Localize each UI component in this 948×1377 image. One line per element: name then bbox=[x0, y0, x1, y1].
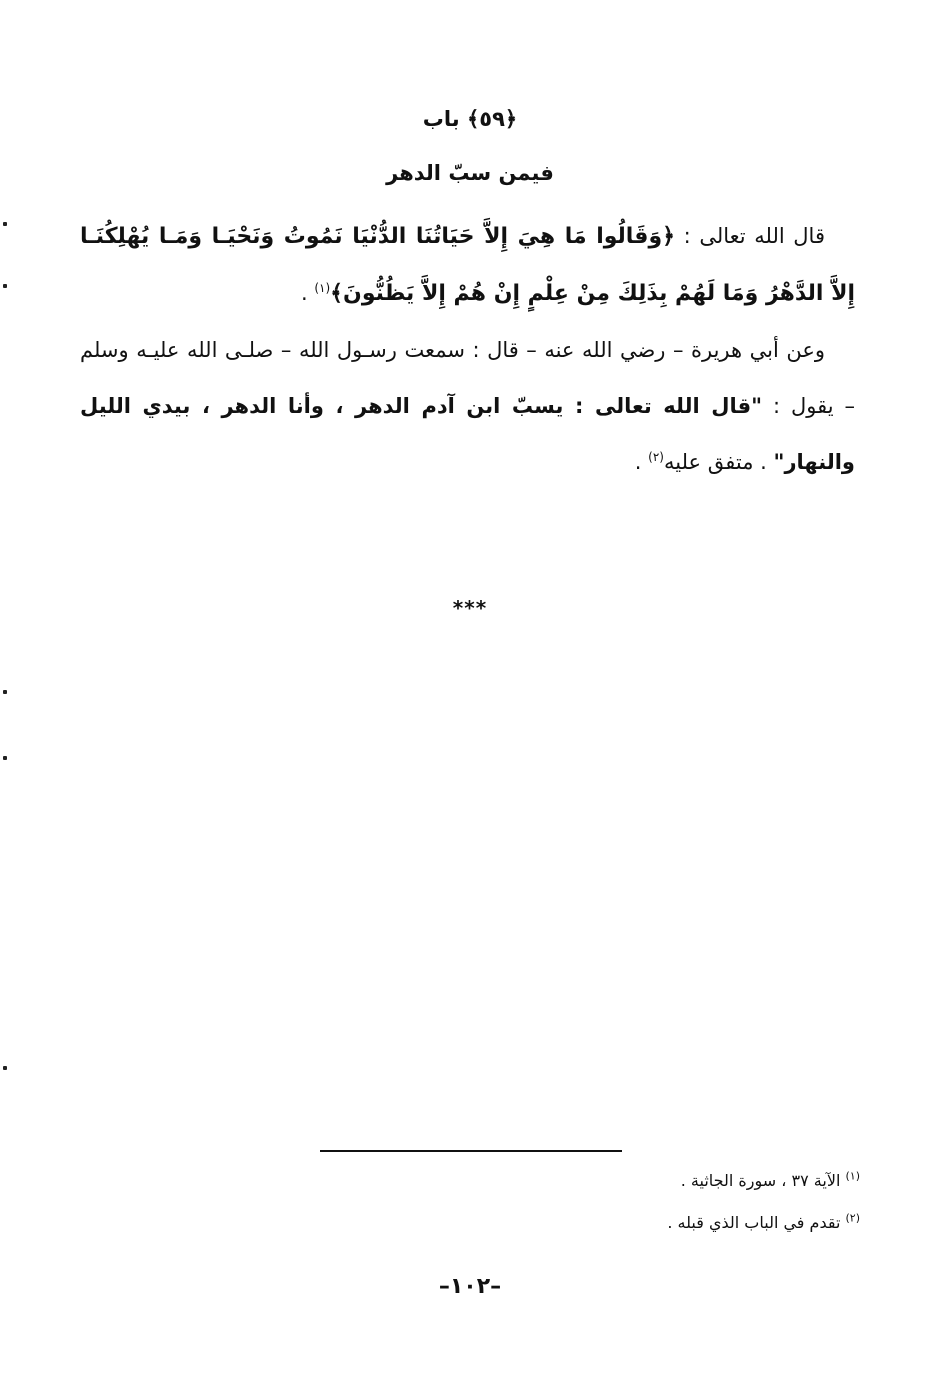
scan-speck bbox=[3, 284, 7, 288]
quran-verse: ﴿وَقَالُوا مَا هِيَ إِلاَّ حَيَاتُنَا الدُّنْيَا نَمُوتُ وَنَحْيَـا وَمَـا يُهْلِكُنَـا إِلاَّ الدَّهْرُ وَمَا لَهُمْ بِذَلِكَ مِنْ عِلْمٍ إِنْ هُمْ إِلاَّ يَظُنُّونَ﴾ bbox=[80, 224, 855, 306]
hadith-text: "قال الله تعالى : يسبّ ابن آدم الدهر ، وأنا الدهر ، بيدي الليل والنهار" bbox=[80, 394, 855, 474]
verse-intro: قال الله تعالى : bbox=[675, 224, 825, 248]
footnote-2 bbox=[80, 1202, 860, 1244]
footnote-1-ref: (١) bbox=[845, 1169, 860, 1183]
page-number: –١٠٢– bbox=[438, 1274, 502, 1299]
footnote-2-text: تقدم في الباب الذي قبله . bbox=[667, 1213, 846, 1232]
footnote-1-text: الآية ٣٧ ، سورة الجاثية . bbox=[680, 1171, 846, 1190]
verse-paragraph bbox=[80, 208, 855, 322]
scan-speck bbox=[3, 1066, 7, 1070]
footnote-divider bbox=[320, 1150, 622, 1152]
scan-speck bbox=[3, 690, 7, 694]
hadith-intro: وعن أبي هريرة – رضي الله عنه – قال : سمعت رسـول الله – صلـى الله عليـه وسلم – يقول : bbox=[80, 338, 855, 418]
section-separator: *** bbox=[452, 596, 488, 620]
chapter-title: فيمن سبّ الدهر bbox=[386, 161, 554, 185]
chapter-number-heading: ﴿٥٩﴾ باب bbox=[422, 107, 518, 131]
footnote-ref-2: (٢) bbox=[648, 450, 664, 464]
footnote-ref-1: (١) bbox=[314, 281, 331, 295]
hadith-source: . متفق عليه bbox=[663, 450, 774, 474]
footnotes bbox=[80, 1160, 860, 1244]
hadith-end: . bbox=[634, 450, 649, 474]
scan-speck bbox=[3, 222, 7, 226]
hadith-paragraph bbox=[80, 322, 855, 490]
footnote-1 bbox=[80, 1160, 860, 1202]
scan-speck bbox=[3, 756, 7, 760]
footnote-2-ref: (٢) bbox=[845, 1211, 860, 1225]
verse-end: . bbox=[300, 281, 315, 305]
